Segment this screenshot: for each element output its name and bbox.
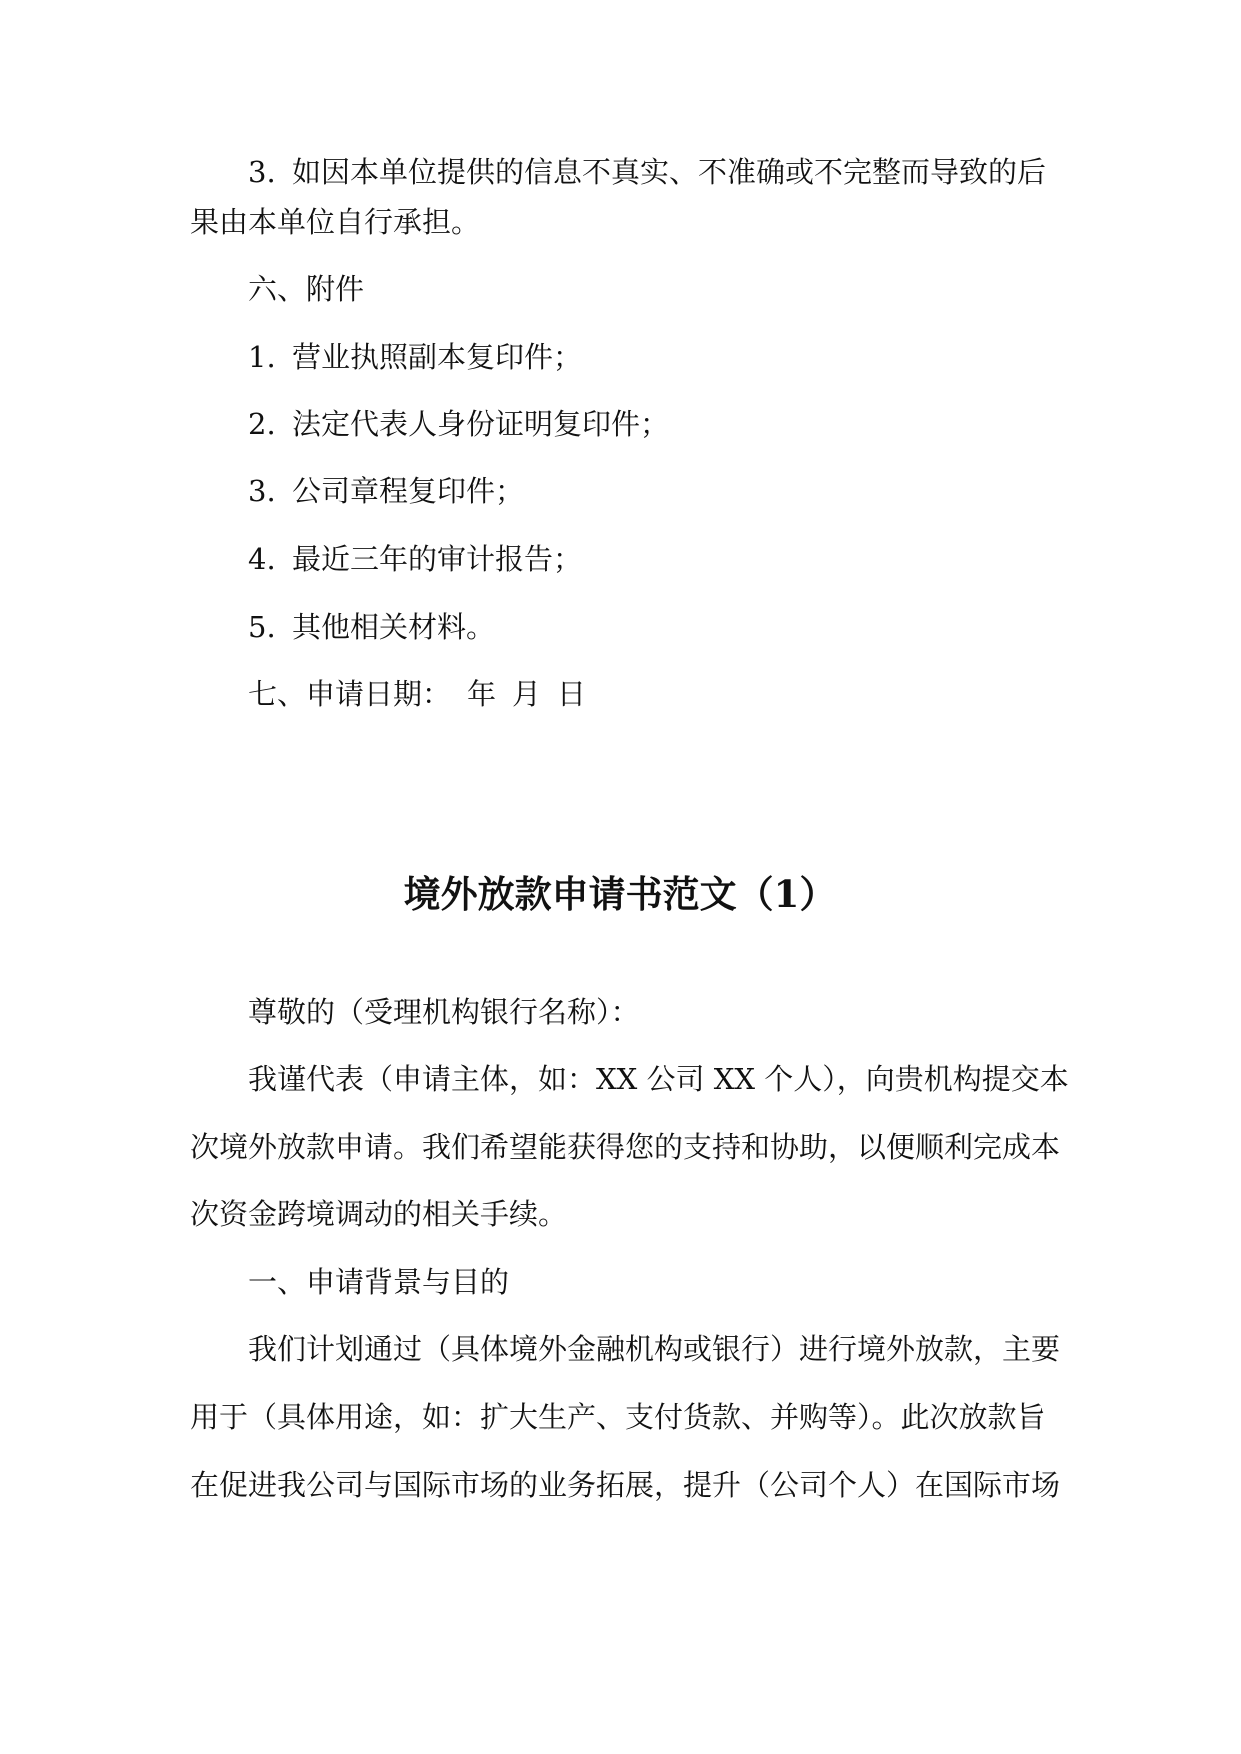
section-1-line-3: 在促进我公司与国际市场的业务拓展，提升（公司个人）在国际市场 (190, 1468, 1061, 1502)
clause-text: 如因本单位提供的信息不真实、不准确或不完整而导致的后 (292, 155, 1047, 189)
date-year: 年 (467, 677, 497, 711)
date-label: 七、申请日期： (248, 677, 452, 711)
clause-number: 3. (248, 155, 276, 189)
section-7-application-date (248, 677, 1108, 711)
date-month: 月 (512, 677, 542, 711)
intro-line-1: 我谨代表（申请主体，如：XX 公司 XX 个人），向贵机构提交本 (248, 1062, 1069, 1096)
attachment-text: 其他相关材料。 (292, 610, 496, 644)
attachment-text: 最近三年的审计报告； (292, 542, 583, 576)
section-1-heading: 一、申请背景与目的 (248, 1265, 510, 1299)
document-title: 境外放款申请书范文（1） (403, 872, 837, 916)
attachment-text: 公司章程复印件； (292, 474, 525, 508)
attachment-number: 2. (248, 407, 276, 441)
section-1-line-1: 我们计划通过（具体境外金融机构或银行）进行境外放款，主要 (248, 1332, 1061, 1366)
attachment-item (248, 474, 1108, 508)
salutation: 尊敬的（受理机构银行名称）： (248, 995, 640, 1029)
section-1-line-2: 用于（具体用途，如：扩大生产、支付货款、并购等）。此次放款旨 (190, 1400, 1046, 1434)
attachment-number: 5. (248, 610, 276, 644)
clause-3-line-2: 果由本单位自行承担。 (190, 205, 481, 239)
intro-line-3: 次资金跨境调动的相关手续。 (190, 1197, 568, 1231)
attachment-item (248, 340, 1108, 374)
attachment-number: 1. (248, 340, 276, 374)
attachment-text: 营业执照副本复印件； (292, 340, 583, 374)
attachment-item (248, 542, 1108, 576)
attachment-item (248, 407, 1108, 441)
intro-line-2: 次境外放款申请。我们希望能获得您的支持和协助，以便顺利完成本 (190, 1130, 1061, 1164)
attachment-text: 法定代表人身份证明复印件； (292, 407, 670, 441)
section-6-heading: 六、附件 (248, 272, 365, 306)
date-day: 日 (557, 677, 587, 711)
attachment-number: 3. (248, 474, 276, 508)
clause-3-line-1 (248, 155, 1108, 189)
attachment-number: 4. (248, 542, 276, 576)
attachment-item (248, 610, 1108, 644)
